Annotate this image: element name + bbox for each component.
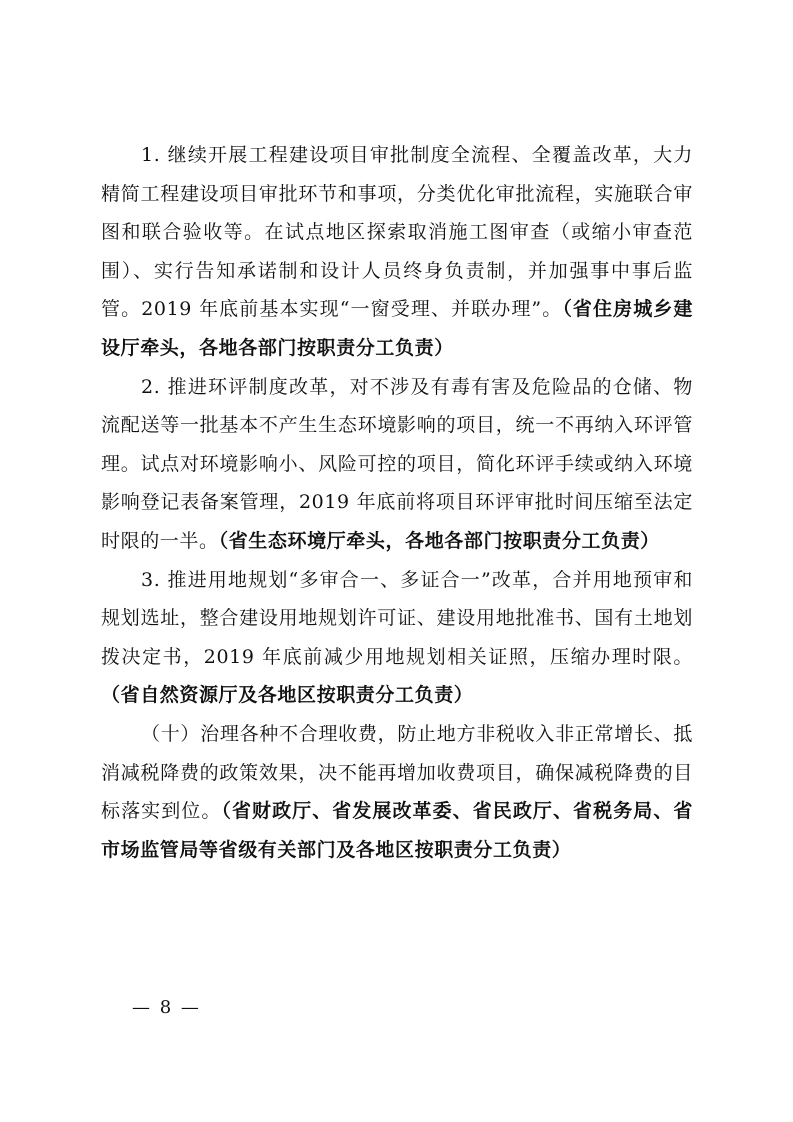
paragraph-4 [101, 715, 693, 869]
paragraph-4-text: （十）治理各种不合理收费，防止地方非税收入非正常增长、抵消减税降费的政策效果，决不能再增加收费项目，确保减税降费的目标落实到位。 [101, 722, 693, 823]
paragraph-3 [101, 561, 693, 715]
paragraph-2-responsibility-note: （省生态环境厅牵头，各地各部门按职责分工负责） [218, 529, 660, 552]
paragraph-2 [101, 368, 693, 561]
paragraph-3-responsibility-note: （省自然资源厅及各地区按职责分工负责） [101, 684, 474, 707]
document-body [101, 136, 693, 869]
paragraph-3-text: 3. 推进用地规划“多审合一、多证合一”改革，合并用地预审和规划选址，整合建设用地规划许可证、建设用地批准书、国有土地划拨决定书，2019 年底前减少用地规划相关证照，压缩办理时限。 [101, 568, 693, 668]
page-number: — 8 — [132, 997, 201, 1018]
paragraph-2-text: 2. 推进环评制度改革，对不涉及有毒有害及危险品的仓储、物流配送等一批基本不产生生态环境影响的项目，统一不再纳入环评管理。试点对环境影响小、风险可控的项目，简化环评手续或纳入环境影响登记表备案管理，2019 年底前将项目环评审批时间压缩至法定时限的一半。 [101, 375, 693, 552]
paragraph-1-responsibility-note: （省住房城乡建设厅牵头，各地各部门按职责分工负责） [101, 298, 694, 359]
paragraph-1-text: 1. 继续开展工程建设项目审批制度全流程、全覆盖改革，大力精简工程建设项目审批环节和事项，分类优化审批流程，实施联合审图和联合验收等。在试点地区探索取消施工图审查（或缩小审查范围）、实行告知承诺制和设计人员终身负责制，并加强事中事后监管。2019 年底前基本实现“一窗受理、并联办理”。 [101, 144, 693, 321]
paragraph-4-responsibility-note: （省财政厅、省发展改革委、省民政厅、省税务局、省市场监管局等省级有关部门及各地区按职责分工负责） [101, 800, 693, 861]
paragraph-1 [101, 136, 693, 368]
